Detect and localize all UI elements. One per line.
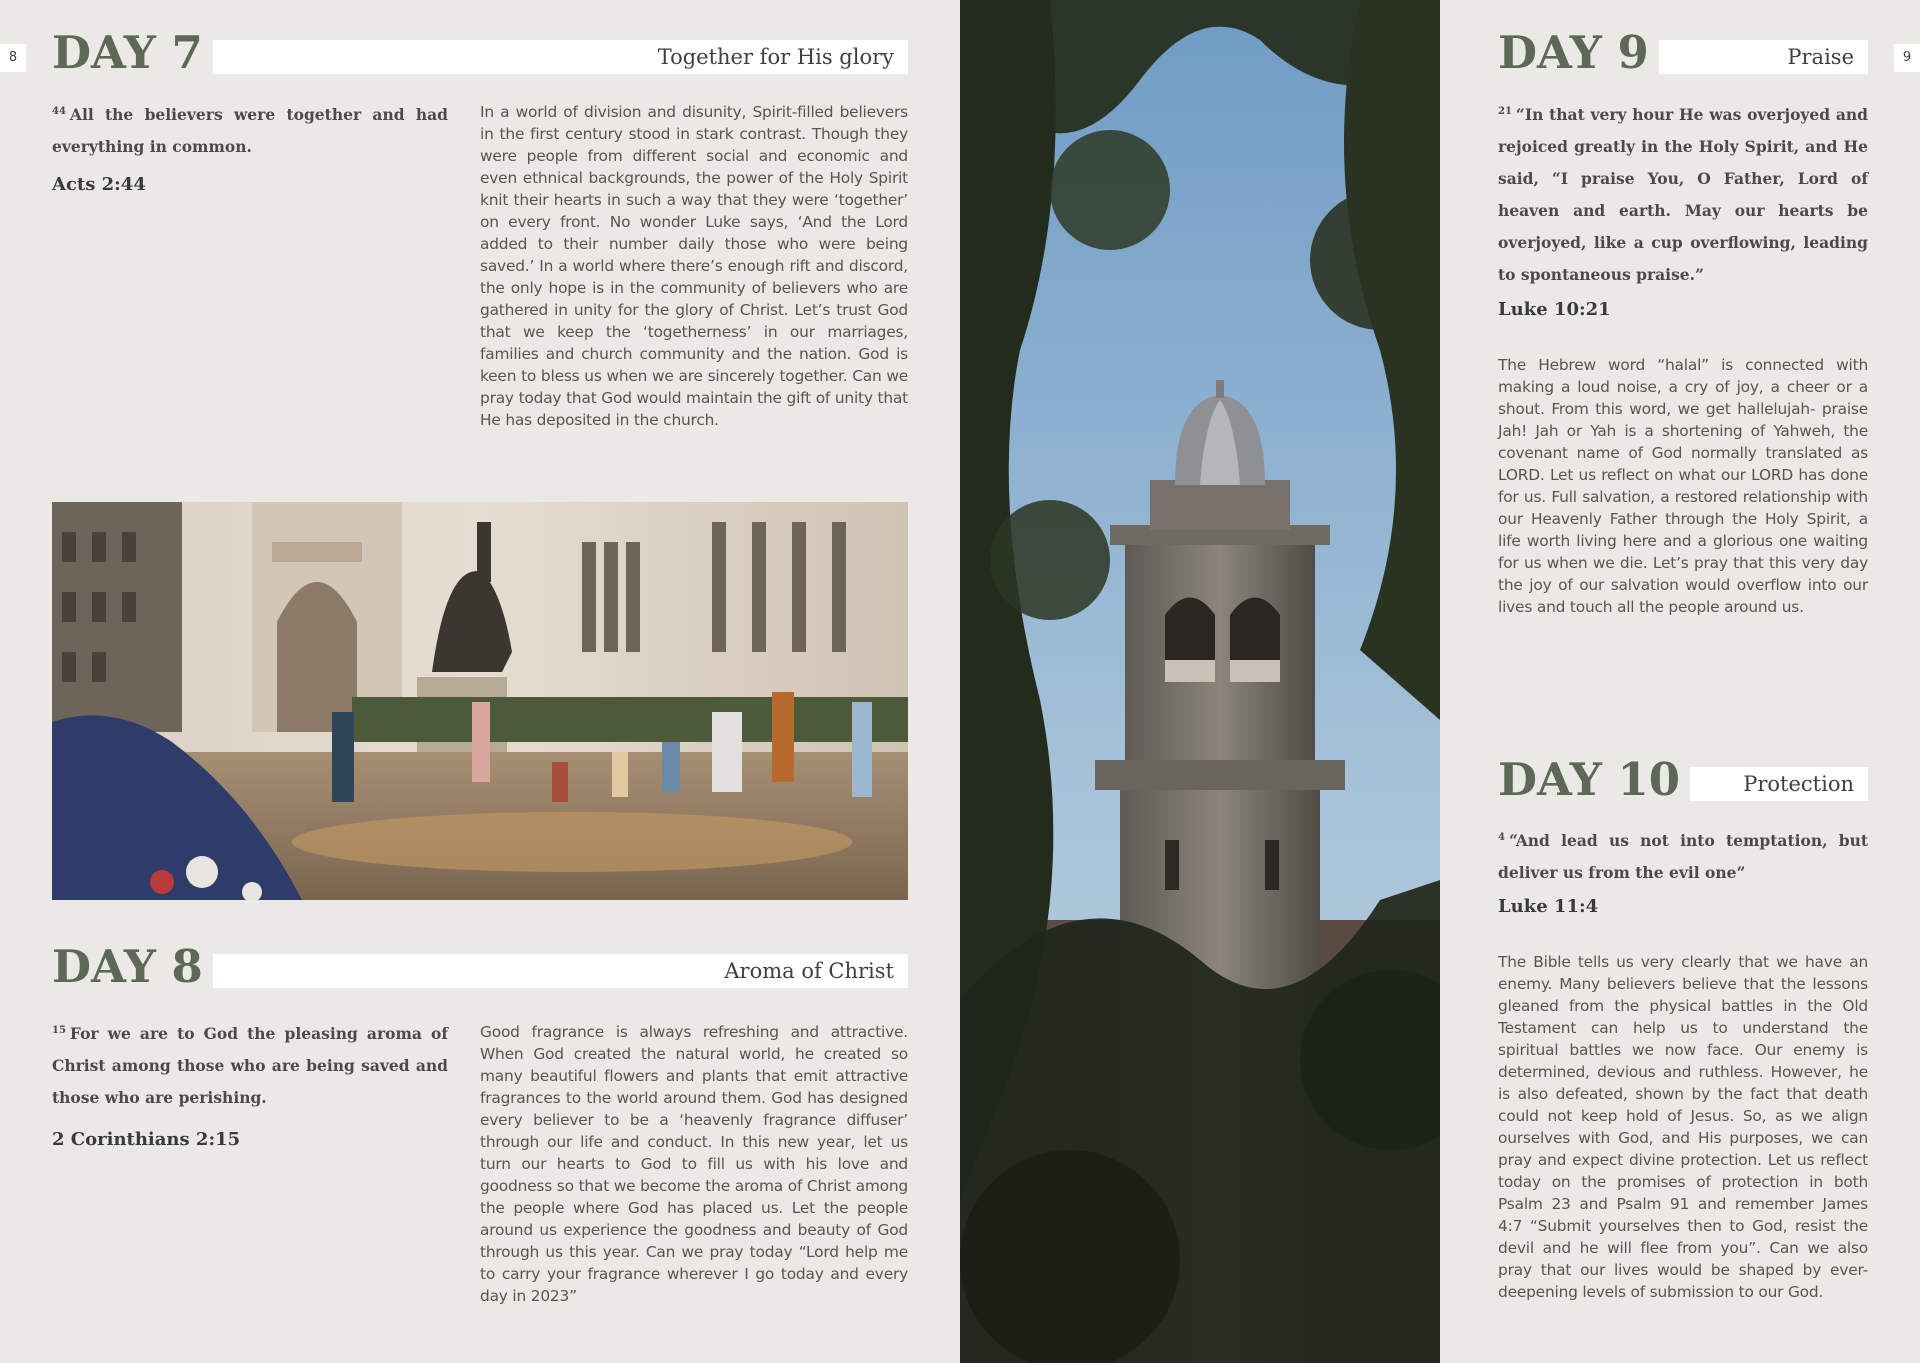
day10-verse-text: “And lead us not into temptation, but deliver us from the evil one” bbox=[1498, 831, 1868, 882]
day10-body: The Bible tells us very clearly that we have an enemy. Many believers believe that the lessons gleaned from the physical battles in the Old Testament can help us to understand the spiritual battles we now face. Our enemy is determined, devious and ruthless. However, he is also defeated, shown by the fact that death could not keep hold of Jesus. So, as we align ourselves with God, and His purposes, we can pray and expect divine protection. Let us reflect today on the promises of protection in both Psalm 23 and Psalm 91 and remember James 4:7 “Submit yourselves then to God, resist the devil and he will flee from you”. Can we also pray that our lives would be shaped by ever-deepening levels of submission to our God. bbox=[1498, 953, 1868, 1301]
page-number-right: 9 bbox=[1894, 44, 1920, 72]
day8-body: Good fragrance is always refreshing and attractive. When God created the natural world, he created so many beautiful flowers and plants that emit attractive fragrances to the world around them. God has designed every believer to be a ‘heavenly fragrance diffuser’ through our life and conduct. In this new year, let us turn our hearts to God to fill us with his love and goodness so that we become the aroma of Christ among the people where God has placed us. Let the people around us experience the goodness and beauty of God through us this year. Can we pray today “Lord help me to carry your fragrance wherever I go today and every day in 2023” bbox=[480, 1023, 908, 1305]
page-number-left: 8 bbox=[0, 44, 26, 72]
day10-reference: Luke 11:4 bbox=[1498, 896, 1599, 917]
day10-label: DAY 10 bbox=[1498, 755, 1690, 805]
day9-title: Praise bbox=[1787, 45, 1854, 69]
day8-verse-number: 15 bbox=[52, 1025, 66, 1036]
day7-verse-number: 44 bbox=[52, 106, 66, 117]
day10-header bbox=[1498, 753, 1868, 806]
day7-verse-text: All the believers were together and had everything in common. bbox=[52, 105, 448, 156]
plaza-photo-image bbox=[52, 502, 908, 900]
day7-label: DAY 7 bbox=[52, 28, 213, 78]
day10-verse bbox=[1498, 822, 1868, 889]
day7-body: In a world of division and disunity, Spirit-filled believers in the first century stood in stark contrast. Though they were people from different social and economic and even ethnical backgrounds, the power of the Holy Spirit knit their hearts in such a way that they were ‘together’ on every front. No wonder Luke says, ‘And the Lord added to their number daily those who were being saved.’ In a world where there’s enough rift and discord, the only hope is in the community of believers who are gathered in unity for the glory of Christ. Let’s trust God that we keep the ‘togetherness’ in our marriages, families and church community and the nation. God is keen to bless us when we are sincerely together. Can we pray today that God would maintain the gift of unity that He has deposited in the church. bbox=[480, 103, 908, 429]
day9-reference: Luke 10:21 bbox=[1498, 299, 1611, 320]
day8-verse bbox=[52, 1015, 448, 1114]
day7-verse bbox=[52, 96, 448, 163]
day9-verse bbox=[1498, 96, 1868, 291]
tower-photo bbox=[960, 0, 1440, 1363]
day8-verse-text: For we are to God the pleasing aroma of Christ among those who are being saved and those who are perishing. bbox=[52, 1024, 448, 1107]
day7-title: Together for His glory bbox=[657, 45, 894, 69]
day7-reference: Acts 2:44 bbox=[52, 174, 146, 195]
day8-reference: 2 Corinthians 2:15 bbox=[52, 1129, 241, 1150]
day8-title: Aroma of Christ bbox=[724, 959, 894, 983]
plaza-photo bbox=[52, 502, 908, 900]
day9-label: DAY 9 bbox=[1498, 28, 1659, 78]
day9-body: The Hebrew word “halal” is connected with making a loud noise, a cry of joy, a cheer or a shout. From this word, we get hallelujah- praise Jah! Jah or Yah is a shortening of Yahweh, the covenant name of God normally translated as LORD. Let us reflect on what our LORD has done for us. Full salvation, a restored relationship with our Heavenly Father through the Holy Spirit, a life worth living here and a glorious one waiting for us when we die. Let’s pray that this very day the joy of our salvation would overflow into our lives and touch all the people around us. bbox=[1498, 356, 1868, 616]
day7-header bbox=[52, 26, 908, 79]
day8-header bbox=[52, 940, 908, 993]
day9-verse-text: “In that very hour He was overjoyed and rejoiced greatly in the Holy Spirit, and He said, “I praise You, O Father, Lord of heaven and earth. May our hearts be overjoyed, like a cup overflowing, leading to spontaneous praise.” bbox=[1498, 105, 1868, 284]
day10-title: Protection bbox=[1743, 772, 1854, 796]
day10-verse-number: 4 bbox=[1498, 832, 1505, 843]
right-page bbox=[1440, 0, 1920, 1363]
tower-photo-image bbox=[960, 0, 1440, 1363]
day9-header bbox=[1498, 26, 1868, 79]
day9-verse-number: 21 bbox=[1498, 106, 1512, 117]
day8-label: DAY 8 bbox=[52, 942, 213, 992]
